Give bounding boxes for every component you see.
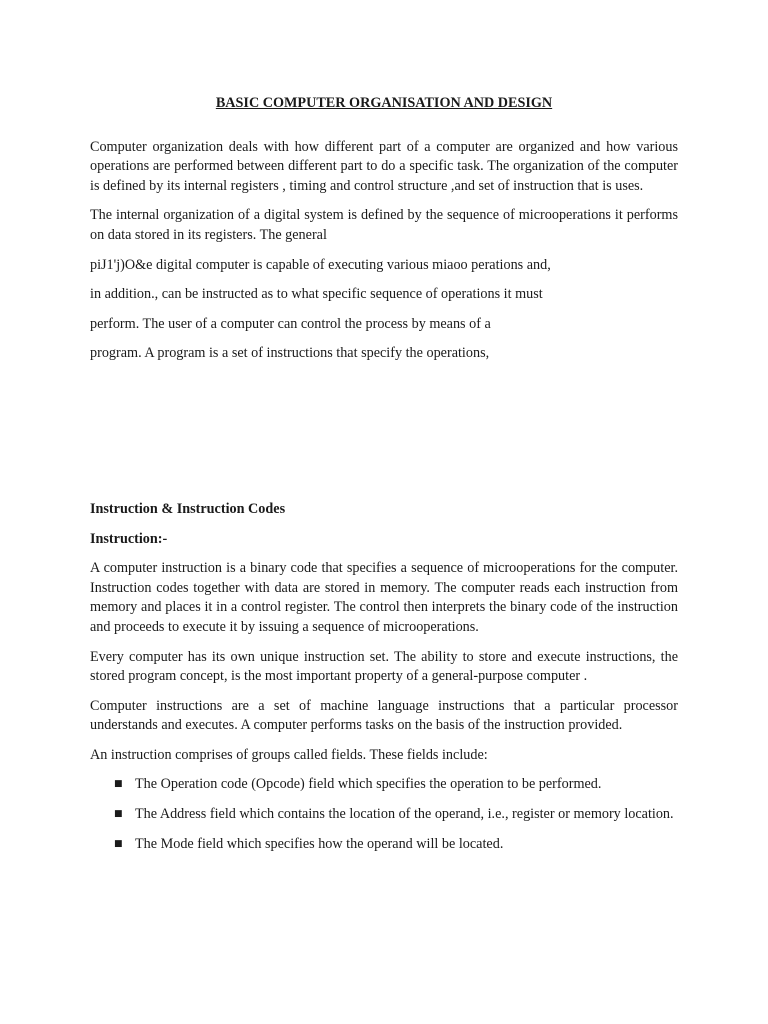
list-item-text: The Address field which contains the location of the operand, i.e., register or memory location. [135,806,674,823]
instruction-paragraph-4: An instruction comprises of groups called fields. These fields include: [90,746,488,763]
intro-line-6: program. A program is a set of instructions that specify the operations, [90,345,490,362]
intro-line-4: in addition., can be instructed as to what specific sequence of operations it must [90,286,543,303]
section-heading: Instruction & Instruction Codes [90,500,286,517]
fields-list [90,775,678,854]
square-bullet-icon: ■ [114,809,123,820]
square-bullet-icon: ■ [114,838,123,849]
document-title: BASIC COMPUTER ORGANISATION AND DESIGN [215,95,553,111]
intro-line-5: perform. The user of a computer can control the process by means of a [90,315,491,332]
instruction-paragraph-2: Every computer has its own unique instruction set. The ability to store and execute instructions, the stored program concept, is the most important property of a general-purpose computer . [90,648,678,685]
list-item-text: The Mode field which specifies how the operand will be located. [135,835,504,852]
list-item [90,805,678,825]
list-item [90,775,678,795]
blank-space [90,374,678,500]
list-item-text: The Operation code (Opcode) field which specifies the operation to be performed. [135,776,602,793]
intro-line-3: piJ1'j)O&e digital computer is capable of executing various miaoo perations and, [90,256,551,273]
intro-paragraph-2: The internal organization of a digital system is defined by the sequence of microoperations it performs on data stored in its registers. The general [90,207,678,243]
square-bullet-icon: ■ [114,779,123,790]
intro-paragraph-1: Computer organization deals with how different part of a computer are organized and how various operations are performed between different part to do a specific task. The organization of the computer is defined by its internal registers , timing and control structure ,and set of instruction that is uses. [90,138,678,194]
instruction-paragraph-1: A computer instruction is a binary code that specifies a sequence of microoperations for the computer. Instruction codes together with data are stored in memory. The computer reads each instruction from memory and places it in a control register. The control then interprets the binary code of the instruction and proceeds to execute it by issuing a sequence of microoperations. [90,560,678,635]
instruction-paragraph-3: Computer instructions are a set of machine language instructions that a particular processor understands and executes. A computer performs tasks on the basis of the instruction provided. [90,697,678,734]
list-item [90,835,678,855]
instruction-subheading: Instruction:- [90,530,168,547]
